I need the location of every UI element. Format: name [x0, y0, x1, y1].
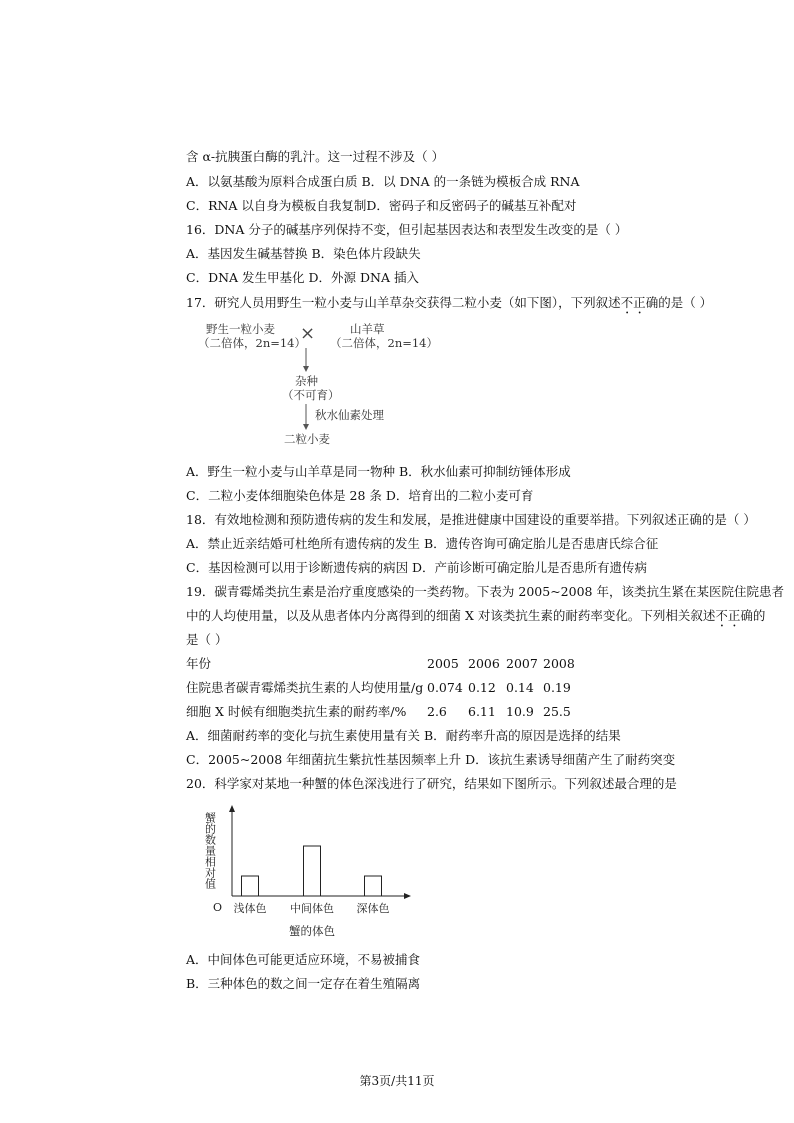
crab-color-chart — [196, 802, 426, 942]
table-year: 2006 — [468, 656, 500, 671]
parent2-note: （二倍体，2n=14） — [330, 336, 438, 350]
q17-options-ab: A．野生一粒小麦与山羊草是同一物种 B．秋水仙素可抑制纺锤体形成 — [186, 464, 571, 479]
table-cell: 25.5 — [543, 704, 571, 719]
table-cell: 0.14 — [506, 680, 534, 695]
table-cell: 0.12 — [468, 680, 496, 695]
q19-options-ab: A．细菌耐药率的变化与抗生素使用量有关 B．耐药率升高的原因是选择的结果 — [186, 728, 621, 743]
q17-emphasis: 不正 — [620, 295, 646, 310]
y-axis-label: 蟹的数量相对值 — [203, 812, 217, 889]
table-cell: 6.11 — [468, 704, 496, 719]
q20-stem: 20．科学家对某地一种蟹的体色深浅进行了研究，结果如下图所示。下列叙述最合理的是 — [186, 776, 677, 791]
bar-中间体色 — [304, 846, 321, 896]
table-year: 2008 — [543, 656, 575, 671]
q19-stem-2-post: 确的 — [740, 608, 766, 623]
hybrid-note: （不可育） — [282, 388, 340, 402]
bar-深体色 — [365, 876, 382, 896]
chart-bars — [242, 846, 382, 896]
table-cell: 10.9 — [506, 704, 534, 719]
x-tick-label: 浅体色 — [233, 902, 267, 915]
page-footer: 第3页/共11页 — [359, 1074, 435, 1088]
q18-options-ab: A．禁止近亲结婚可杜绝所有遗传病的发生 B．遗传咨询可确定胎儿是否患唐氏综合征 — [186, 536, 659, 551]
q19-stem-2-pre: 中的人均使用量，以及从患者体内分离得到的细菌 X 对该类抗生素的耐药率变化。下列相关叙述 — [186, 608, 716, 623]
q17-stem — [186, 295, 712, 317]
treatment-label: 秋水仙素处理 — [315, 408, 384, 422]
y-axis-arrow — [229, 805, 235, 812]
q15-options-cd: C．RNA 以自身为模板自我复制D．密码子和反密码子的碱基互补配对 — [186, 198, 577, 213]
table-cell: 2.6 — [427, 704, 447, 719]
q19-stem-3: 是（ ） — [186, 632, 228, 647]
arrow-1-head — [303, 366, 309, 372]
q17-stem-pre: 17．研究人员用野生一粒小麦与山羊草杂交获得二粒小麦（如下图），下列叙述 — [186, 295, 621, 310]
q19-stem-2 — [186, 608, 765, 630]
parent2-name: 山羊草 — [350, 322, 385, 336]
table-row2-label: 细胞 X 时候有细胞类抗生素的耐药率/% — [186, 704, 407, 719]
bar-浅体色 — [242, 876, 259, 896]
q15-options-ab: A．以氨基酸为原料合成蛋白质 B．以 DNA 的一条链为模板合成 RNA — [186, 174, 580, 189]
q19-stem-1: 19．碳青霉烯类抗生素是治疗重度感染的一类药物。下表为 2005~2008 年，该类抗生紧在某医院住院患者 — [186, 584, 784, 599]
q19-emphasis: 不正 — [715, 608, 741, 623]
q18-options-cd: C．基因检测可以用于诊断遗传病的病因 D．产前诊断可确定胎儿是否患所有遗传病 — [186, 560, 648, 575]
table-cell: 0.19 — [543, 680, 571, 695]
cross-symbol: × — [300, 323, 316, 344]
parent1-note: （二倍体，2n=14） — [198, 336, 306, 350]
q17-stem-post: 确的是（ ） — [645, 295, 713, 310]
q20-option-b: B．三种体色的数之间一定存在着生殖隔离 — [186, 976, 421, 991]
x-axis-label: 蟹的体色 — [289, 924, 335, 938]
hybrid-name: 杂种 — [295, 374, 318, 388]
x-tick-label: 深体色 — [356, 902, 390, 915]
table-year: 2007 — [506, 656, 538, 671]
x-tick-label: 中间体色 — [290, 902, 334, 915]
q16-options-ab: A．基因发生碱基替换 B．染色体片段缺失 — [186, 246, 421, 261]
x-axis-arrow — [404, 893, 411, 899]
arrow-2-head — [303, 424, 309, 430]
table-header-label: 年份 — [186, 656, 212, 671]
q18-stem: 18．有效地检测和预防遗传病的发生和发展，是推进健康中国建设的重要举措。下列叙述正确的是（ ） — [186, 512, 756, 527]
q15-stem-tail: 含 α-抗胰蛋白酶的乳汁。这一过程不涉及（ ） — [186, 149, 445, 164]
q16-options-cd: C．DNA 发生甲基化 D．外源 DNA 插入 — [186, 270, 419, 285]
product-name: 二粒小麦 — [284, 432, 330, 446]
parent1-name: 野生一粒小麦 — [206, 322, 275, 336]
origin-label: O — [213, 901, 223, 914]
table-year: 2005 — [427, 656, 459, 671]
table-row1-label: 住院患者碳青霉烯类抗生素的人均使用量/g — [186, 680, 424, 695]
q20-option-a: A．中间体色可能更适应环境，不易被捕食 — [186, 952, 421, 967]
q16-stem: 16．DNA 分子的碱基序列保持不变，但引起基因表达和表型发生改变的是（ ） — [186, 222, 628, 237]
q17-options-cd: C．二粒小麦体细胞染色体是 28 条 D．培育出的二粒小麦可育 — [186, 488, 534, 503]
table-cell: 0.074 — [427, 680, 463, 695]
q19-options-cd: C．2005~2008 年细菌抗生紫抗性基因频率上升 D．该抗生素诱导细菌产生了耐药突变 — [186, 752, 676, 767]
